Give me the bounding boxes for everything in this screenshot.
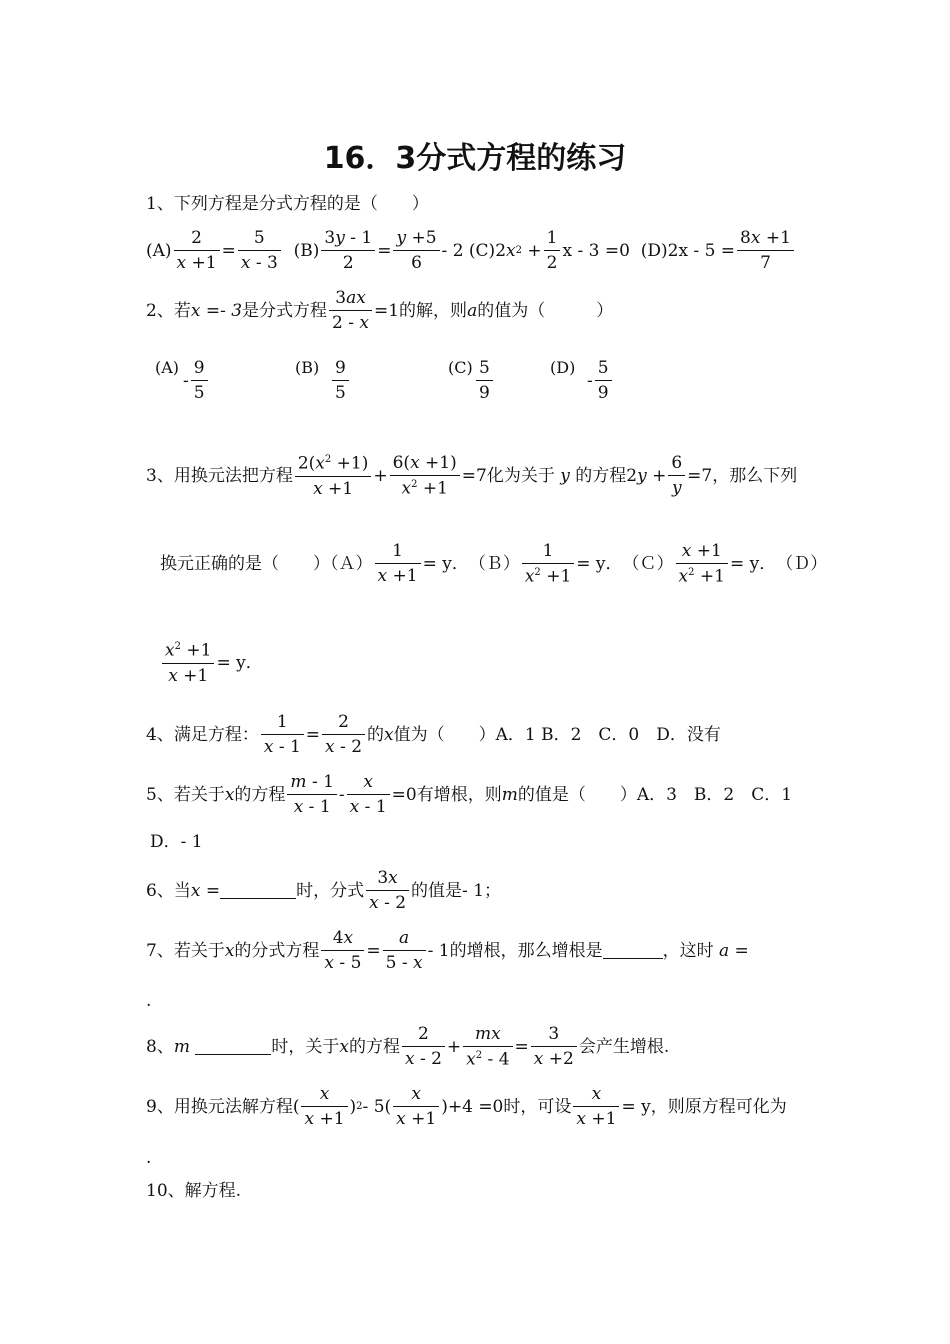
answer-blank[interactable] bbox=[603, 944, 663, 959]
option-c-label: （Ｃ） bbox=[622, 553, 674, 574]
question-2 bbox=[146, 290, 613, 332]
question-2-option-d bbox=[550, 358, 575, 377]
option-d-label: (D) bbox=[550, 358, 576, 377]
term: - 5( bbox=[362, 1096, 392, 1117]
text: )+4 =0时，可设 bbox=[441, 1096, 572, 1117]
question-3-option-d-value bbox=[160, 642, 263, 685]
fraction: $\frac{x}{x +1}$ bbox=[573, 1086, 619, 1128]
question-8: 8、 m 时，关于 x 的方程 $\frac{2}{x - 2}$ + $\frac{mx}{x^2 - 4}$ = $\frac{3}{x +2}$ 会产生增根. bbox=[146, 1024, 670, 1070]
text: =0有增根，则 bbox=[391, 784, 502, 805]
fraction: $\frac{9}{5}$ bbox=[191, 360, 208, 402]
math: m bbox=[501, 784, 518, 805]
text: 的值是（ ）A．3 B．2 C．1 bbox=[517, 784, 793, 805]
fraction: $\frac{5}{9}$ bbox=[476, 360, 493, 402]
option-a-label: (A) bbox=[155, 358, 180, 377]
text: 的分式方程 bbox=[234, 940, 320, 961]
answer-blank[interactable] bbox=[220, 884, 296, 899]
option-a-label: (A) bbox=[146, 240, 172, 261]
fraction: $\frac{2}{x +1}$ bbox=[174, 230, 220, 272]
term: - 2 bbox=[441, 240, 464, 261]
fraction: $\frac{4x}{x - 5}$ bbox=[321, 930, 364, 972]
text: 是分式方程 bbox=[242, 300, 328, 321]
text: 的方程 bbox=[234, 784, 286, 805]
math: a bbox=[467, 300, 478, 321]
text: 化为关于 bbox=[486, 465, 555, 486]
fraction: $\frac{3ax}{2 - x}$ bbox=[329, 290, 372, 332]
question-1-options: (A) $\frac{2}{x +1}$ = $\frac{5}{x - 3}$ (B) $\frac{3y - 1}{2}$ = $\frac{y +5}{6}$ - 2 (C) 2 x 2 + $\frac{1}{2}$ x - 3 =0 (D) 2x - 5 = $\frac{8x +1}{7}$ bbox=[146, 230, 796, 272]
text: 8、 bbox=[146, 1036, 174, 1057]
fraction: $\frac{y +5}{6}$ bbox=[393, 230, 439, 272]
text: 7、若关于 bbox=[146, 940, 225, 961]
fraction: $\frac{8x +1}{7}$ bbox=[737, 230, 794, 272]
math: x = bbox=[190, 880, 221, 901]
term: =7 bbox=[461, 465, 487, 486]
fraction: $\frac{mx}{x^2 - 4}$ bbox=[463, 1026, 512, 1069]
text: 值为（ ）A．1 B．2 C．0 D．没有 bbox=[393, 724, 721, 745]
option-c-label: (C) bbox=[468, 240, 496, 261]
question-3: 3、用换元法把方程 $\frac{2(x^2 +1)}{x +1}$ + $\frac{6(x +1)}{x^2 +1}$ =7 化为关于 y 的方程 2 y + $\frac{6}{y}$ =7 ，那么下列 bbox=[146, 453, 798, 499]
fraction: $\frac{3x}{x - 2}$ bbox=[366, 870, 409, 912]
text: 的 bbox=[367, 724, 385, 745]
text: 3、用换元法把方程 bbox=[146, 465, 293, 486]
fraction: $\frac{5}{9}$ bbox=[595, 360, 612, 402]
text: 换元正确的是（ ）（Ａ） bbox=[160, 553, 373, 574]
text: 的值为（ ） bbox=[477, 300, 614, 321]
fraction: $\frac{x}{x - 1}$ bbox=[347, 774, 390, 816]
q2-d-value: - $\frac{5}{9}$ bbox=[587, 360, 614, 402]
q2-c-value bbox=[474, 360, 495, 402]
term: x - 3 =0 bbox=[562, 240, 630, 261]
math: x =- 3 bbox=[190, 300, 243, 321]
term: = y． bbox=[729, 553, 777, 574]
fraction: $\frac{1}{x +1}$ bbox=[375, 543, 421, 585]
q2-a-value: - $\frac{9}{5}$ bbox=[183, 360, 210, 402]
question-1: 1、下列方程是分式方程的是（ ） bbox=[146, 194, 429, 214]
fraction: $\frac{1}{2}$ bbox=[544, 230, 561, 272]
math: x bbox=[224, 940, 235, 961]
term: = y． bbox=[216, 652, 263, 673]
question-9: 9、用换元法解方程 ( $\frac{x}{x +1}$ ) 2 - 5( $\frac{x}{x +1}$ )+4 =0时，可设 $\frac{x}{x +1}$ = y ，则原方程可化为 bbox=[146, 1084, 787, 1129]
fraction: $\frac{m - 1}{x - 1}$ bbox=[287, 774, 337, 816]
question-2-option-b bbox=[295, 358, 319, 377]
fraction: $\frac{5}{x - 3}$ bbox=[238, 230, 281, 272]
option-b-label: (B) bbox=[295, 358, 320, 377]
math: x bbox=[224, 784, 235, 805]
term: = y． bbox=[576, 553, 623, 574]
text: 2、若 bbox=[146, 300, 191, 321]
fraction: $\frac{x}{x +1}$ bbox=[301, 1086, 347, 1128]
fraction: $\frac{1}{x - 1}$ bbox=[261, 714, 304, 756]
text: 4、满足方程： bbox=[146, 724, 259, 745]
question-7: 7、若关于 x 的分式方程 $\frac{4x}{x - 5}$ = $\frac{a}{5 - x}$ - 1的增根，那么增根是 ，这时 a = bbox=[146, 928, 749, 973]
text: ，这时 bbox=[662, 940, 714, 961]
text: ，那么下列 bbox=[712, 465, 798, 486]
page-title: 16．3分式方程的练习 bbox=[323, 141, 627, 176]
question-5: 5、若关于 x 的方程 $\frac{m - 1}{x - 1}$ - $\frac{x}{x - 1}$ =0有增根，则 m 的值是（ ）A．3 B．2 C．1 bbox=[146, 772, 793, 817]
option-b-label: （Ｂ） bbox=[468, 553, 520, 574]
fraction: $\frac{3}{x +2}$ bbox=[531, 1026, 577, 1068]
option-c-label: (C) bbox=[448, 358, 473, 377]
question-7-line-2: . bbox=[146, 991, 152, 1011]
text: 的方程 bbox=[575, 465, 627, 486]
fraction: $\frac{2}{x - 2}$ bbox=[402, 1026, 445, 1068]
text: 时，关于 bbox=[271, 1036, 340, 1057]
fraction: $\frac{6}{y}$ bbox=[668, 455, 685, 497]
text: 的方程 bbox=[348, 1036, 400, 1057]
question-6 bbox=[146, 870, 501, 912]
q2-b-value bbox=[330, 360, 351, 402]
text: - 1的增根，那么增根是 bbox=[427, 940, 603, 961]
text: =1的解，则 bbox=[374, 300, 468, 321]
fraction: $\frac{a}{5 - x}$ bbox=[383, 930, 426, 972]
answer-blank[interactable] bbox=[195, 1040, 271, 1055]
question-3-options bbox=[160, 543, 827, 586]
math: m bbox=[173, 1036, 190, 1057]
text: ，则原方程可化为 bbox=[650, 1096, 787, 1117]
text: 6、当 bbox=[146, 880, 191, 901]
text: 会产生增根. bbox=[578, 1036, 670, 1057]
question-9-line-2: . bbox=[146, 1148, 152, 1168]
fraction: $\frac{9}{5}$ bbox=[332, 360, 349, 402]
question-10: 10、解方程. bbox=[146, 1181, 242, 1201]
fraction: $\frac{x +1}{x^2 +1}$ bbox=[676, 543, 728, 586]
option-b-label: (B) bbox=[293, 240, 320, 261]
math: x bbox=[339, 1036, 349, 1057]
question-5-line-2: D．- 1 bbox=[150, 832, 203, 852]
term: = y． bbox=[422, 553, 469, 574]
option-d-label: (D) bbox=[640, 240, 668, 261]
fraction: $\frac{3y - 1}{2}$ bbox=[321, 230, 375, 272]
fraction: $\frac{x}{x +1}$ bbox=[393, 1086, 439, 1128]
math: y bbox=[560, 465, 570, 486]
text: 的值是- 1； bbox=[411, 880, 502, 901]
math: x bbox=[384, 724, 394, 745]
option-d-label: （Ｄ） bbox=[776, 553, 828, 574]
term: = y bbox=[621, 1096, 651, 1117]
fraction: $\frac{2(x^2 +1)}{x +1}$ bbox=[295, 455, 372, 498]
text: 9、用换元法解方程 bbox=[146, 1096, 293, 1117]
question-4: 4、满足方程： $\frac{1}{x - 1}$ = $\frac{2}{x - 2}$ 的 x 值为（ ）A．1 B．2 C．0 D．没有 bbox=[146, 712, 721, 757]
question-2-option-c bbox=[448, 358, 473, 377]
math: a = bbox=[718, 940, 749, 961]
term: 2x - 5 = bbox=[667, 240, 736, 261]
fraction: $\frac{6(x +1)}{x^2 +1}$ bbox=[390, 455, 460, 498]
text: 时，分式 bbox=[296, 880, 365, 901]
question-2-option-a bbox=[155, 358, 179, 377]
text: 5、若关于 bbox=[146, 784, 225, 805]
fraction: $\frac{1}{x^2 +1}$ bbox=[522, 543, 574, 586]
fraction: $\frac{2}{x - 2}$ bbox=[322, 714, 365, 756]
fraction: $\frac{x^2 +1}{x +1}$ bbox=[162, 642, 214, 685]
